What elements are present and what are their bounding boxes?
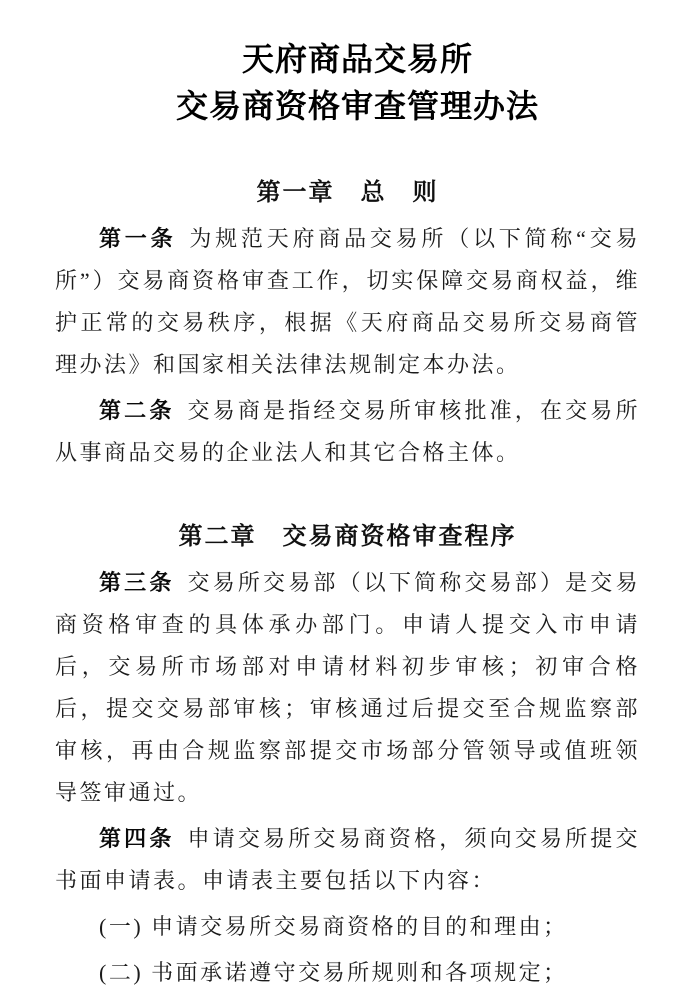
article-1-text: 为规范天府商品交易所（以下简称“交易所”）交易商资格审查工作，切实保障交易商权益，维护正常的交易秩序，根据《天府商品交易所交易商管理办法》和国家相关法律法规制定本办法。 xyxy=(55,226,640,377)
article-2-label: 第二条 xyxy=(99,398,175,423)
article-3-label: 第三条 xyxy=(99,570,175,595)
article-2-text: 交易商是指经交易所审核批准，在交易所从事商品交易的企业法人和其它合格主体。 xyxy=(55,398,640,465)
chapter-2-heading: 第二章 交易商资格审查程序 xyxy=(178,523,517,550)
article-4-text: 申请交易所交易商资格，须向交易所提交书面申请表。申请表主要包括以下内容： xyxy=(55,826,640,893)
list-item-2: (二) 书面承诺遵守交易所规则和各项规定； xyxy=(99,960,568,985)
article-1-label: 第一条 xyxy=(99,226,177,251)
list-item-1: (一) 申请交易所交易商资格的目的和理由； xyxy=(99,914,568,939)
document-title xyxy=(75,36,640,130)
article-3 xyxy=(55,562,640,814)
document-title-line-2: 交易商资格审查管理办法 xyxy=(175,88,539,124)
article-1 xyxy=(55,218,640,386)
article-2 xyxy=(55,390,640,474)
document-title-line-1: 天府商品交易所 xyxy=(241,41,473,77)
article-4-label: 第四条 xyxy=(99,826,175,851)
chapter-1-heading: 第一章 总 则 xyxy=(256,179,439,206)
article-3-text: 交易所交易部（以下简称交易部）是交易商资格审查的具体承办部门。申请人提交入市申请后，交易所市场部对申请材料初步审核；初审合格后，提交交易部审核；审核通过后提交至合规监察部审核，再由合规监察部提交市场部分管领导或值班领导签审通过。 xyxy=(55,570,640,805)
article-4 xyxy=(55,818,640,902)
